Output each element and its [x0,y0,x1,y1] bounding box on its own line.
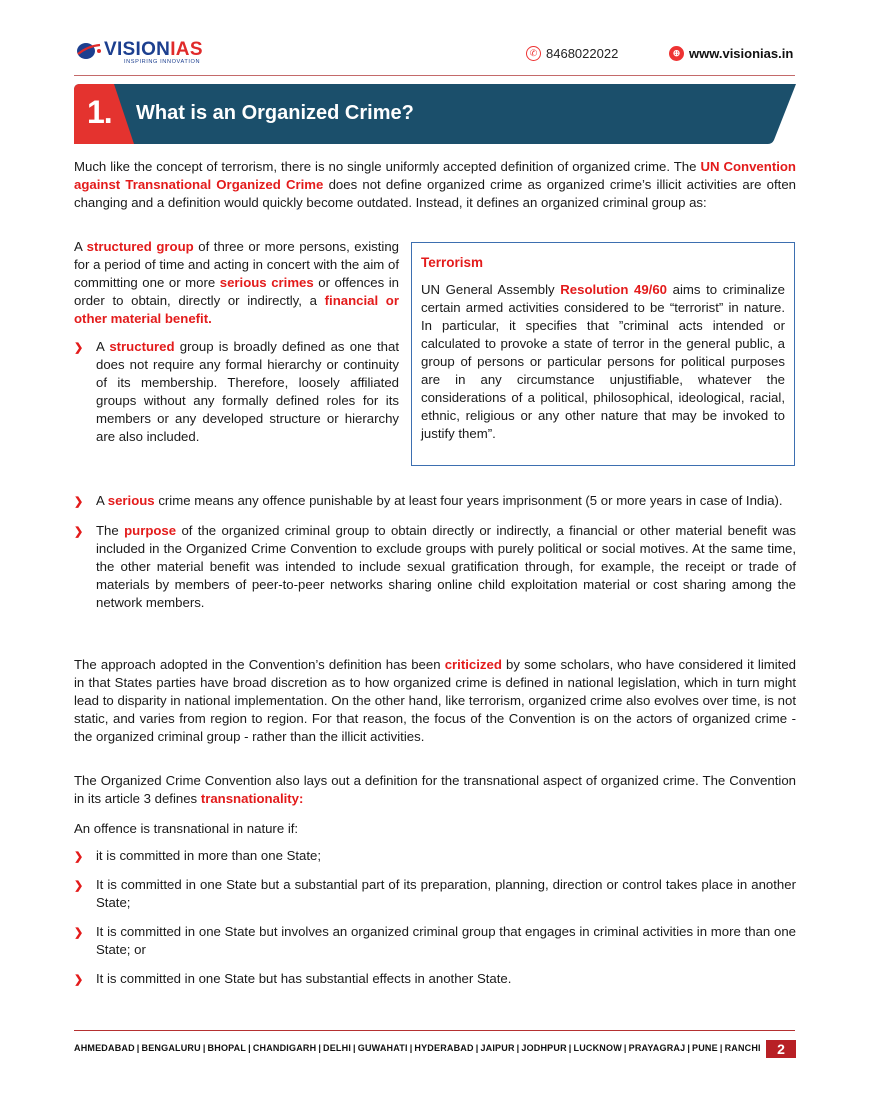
footer-separator: | [687,1043,691,1053]
criticized-highlight: criticized [444,657,502,672]
offence-item: ❯ it is committed in more than one State; [74,847,796,865]
bullet-arrow-icon: ❯ [74,342,84,354]
website-link[interactable] [669,46,793,61]
offence-item: ❯ It is committed in one State but a substantial part of its preparation, planning, direction or control takes place in another State; [74,877,796,910]
serious-highlight: serious [107,493,155,508]
logo-mark-icon [76,40,102,60]
bullet-arrow-icon: ❯ [74,927,84,939]
phone-number: 8468022022 [546,46,619,61]
footer-city: BHOPAL [207,1043,247,1053]
terrorism-box-text: UN General Assembly Resolution 49/60 aims to criminalize certain armed activities considered to be “terrorist” in nature. In particular, it specifies that ”criminal acts intended or calculated to provoke a state of terror in the general public, a group of persons or particular persons for political purposes are in any circumstance unjustifiable, whatever the considerations of a political, philosophical, ideological, racial, ethnic, religious or any other nature that may be invoked to justify them”. [421,282,785,441]
footer-city: DELHI [323,1043,352,1053]
footer-city: BENGALURU [141,1043,201,1053]
footer-divider [74,1030,795,1031]
financial-benefit-highlight: financial or other material benefit. [74,293,399,326]
structured-group-highlight: structured group [86,239,194,254]
resolution-highlight: Resolution 49/60 [560,282,668,297]
header-divider [74,75,795,76]
footer-separator: | [623,1043,627,1053]
structured-highlight: structured [109,339,175,354]
purpose-highlight: purpose [124,523,177,538]
page-header [0,0,869,76]
section-title: What is an Organized Crime? [136,102,414,124]
phone-icon: ✆ [526,46,541,61]
serious-crimes-highlight: serious crimes [219,275,314,290]
un-convention-highlight: UN Convention against Transnational Organized Crime [74,159,796,192]
footer-separator: | [516,1043,520,1053]
definition-section [74,238,796,488]
transnational-paragraph: The Organized Crime Convention also lays out a definition for the transnational aspect of organized crime. The Convention in its article 3 defines transnationality: [74,773,796,806]
offence-item: ❯ It is committed in one State but involves an organized criminal group that engages in criminal activities in more than one State; or [74,924,796,957]
purpose-bullet: ❯ The purpose of the organized criminal group to obtain directly or indirectly, a financial or other material benefit was included in the Organized Crime Convention to exclude groups with purely political or social motives. At the same time, the other material benefit was intended to include sexual gratification through, for example, the receipt or trade of materials by members of peer-to-peer networks sharing online child exploitation material or cost sharing among the network members. [74,523,797,610]
logo-ias-text: IAS [170,39,203,60]
footer-separator: | [248,1043,251,1053]
footer-separator: | [568,1043,572,1053]
approach-paragraph: The approach adopted in the Convention’s definition has been criticized by some scholars, who have considered it limited in that States parties have broad discretion as to how organized crime is defined in national legislation, which in turn might lead to disparity in national implementation. On the other hand, like terrorism, organized crime also evolves over time, is not static, and varies from region to region. For that reason, the focus of the Convention is on the actors of organized crime - the organized criminal group - rather than the illicit activities. [74,657,796,744]
footer-separator: | [318,1043,322,1053]
bullet-arrow-icon: ❯ [74,496,84,508]
logo-tagline: INSPIRING INNOVATION [124,59,201,65]
footer-separator: | [202,1043,206,1053]
footer-separator: | [409,1043,413,1053]
footer-separator: | [719,1043,723,1053]
logo-vision-text: VISION [104,39,171,60]
terrorism-box-title: Terrorism [421,255,484,270]
footer-city: LUCKNOW [573,1043,622,1053]
bullet-arrow-icon: ❯ [74,851,84,863]
phone-contact[interactable] [526,46,618,61]
footer-city: JAIPUR [480,1043,515,1053]
bullet-arrow-icon: ❯ [74,526,84,538]
definition-paragraph: A structured group of three or more persons, existing for a period of time and acting in concert with the aim of committing one or more serious crimes or offences in order to obtain, directly or indirectly, a financial or other material benefit. [74,239,400,326]
footer-city: GUWAHATI [357,1043,408,1053]
intro-paragraph [74,158,796,212]
footer-city: PUNE [692,1043,718,1053]
footer-city: CHANDIGARH [252,1043,317,1053]
footer-city: JODHPUR [521,1043,567,1053]
footer-separator: | [475,1043,479,1053]
structured-bullet: ❯ A structured group is broadly defined as one that does not require any formal hierarchy or continuity of its membership. Therefore, loosely affiliated groups without any formally defined roles for its members or any developed structure or hierarchy are also included. [74,339,399,444]
offence-intro: An offence is transnational in nature if: [74,821,299,836]
globe-icon: ⊕ [669,46,684,61]
transnationality-highlight: transnationality: [200,791,304,806]
criteria-bullets [74,492,796,612]
visionias-logo[interactable] [76,40,203,66]
terrorism-box [411,242,795,466]
bullet-arrow-icon: ❯ [74,974,84,986]
offence-list [74,847,796,988]
page-number: 2 [766,1040,796,1058]
intro-text: Much like the concept of terrorism, there is no single uniformly accepted definition of organized crime. The [74,159,701,174]
serious-bullet: ❯ A serious crime means any offence punishable by at least four years imprisonment (5 or more years in case of India). [74,492,796,510]
footer-city: RANCHI [724,1043,761,1053]
definition-column [74,238,399,446]
footer-city: HYDERABAD [414,1043,474,1053]
footer-separator: | [136,1043,140,1053]
section-banner [74,84,796,144]
section-number: 1. [87,94,112,130]
bullet-arrow-icon: ❯ [74,880,84,892]
offence-item: ❯ It is committed in one State but has substantial effects in another State. [74,970,796,988]
footer-cities [74,1043,761,1053]
intro-text-continued: does not define organized crime as organized crime’s illicit activities are often changing and a definition would quickly become outdated. Instead, it defines an organized criminal group as: [74,177,797,210]
website-url: www.visionias.in [689,46,794,61]
footer-city: AHMEDABAD [74,1043,135,1053]
footer-separator: | [353,1043,356,1053]
footer-city: PRAYAGRAJ [628,1043,686,1053]
